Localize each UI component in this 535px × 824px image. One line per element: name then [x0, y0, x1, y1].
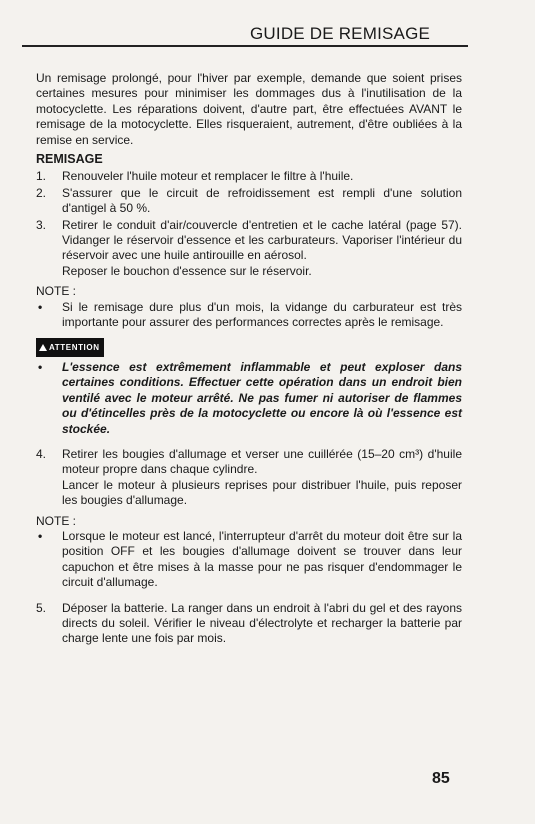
header-rule — [22, 45, 468, 47]
note-text: Lorsque le moteur est lancé, l'interrupteur d'arrêt du moteur doit être sur la position OFF et les bougies d'allumage doivent se trouver dans leur capuchon et être mises à la masse pour ne pas risquer d'endommager le circuit d'allumage. — [62, 528, 462, 590]
page-content — [36, 71, 462, 648]
page-number: 85 — [432, 770, 450, 787]
note-text: Si le remisage dure plus d'un mois, la vidange du carburateur est très importante pour assurer des performances correctes après le remisage. — [62, 299, 462, 330]
list-number: 1. — [36, 169, 47, 184]
warning-item — [36, 360, 462, 437]
bullet-icon: • — [38, 299, 43, 314]
section-heading: REMISAGE — [36, 152, 103, 167]
list-item — [36, 601, 462, 647]
list-text: S'assurer que le circuit de refroidissement est rempli d'une solution d'antigel à 50 %. — [62, 185, 462, 216]
list-text: Retirer le conduit d'air/couvercle d'entretien et le cache latéral (page 57). Vidanger le réservoir d'essence et les carburateurs. Vaporiser l'intérieur du réservoir avec une huile antirouille en aérosol. — [62, 217, 462, 263]
note-item — [36, 529, 462, 591]
warning-label: ATTENTION — [49, 342, 100, 352]
list-text: Retirer les bougies d'allumage et verser une cuillérée (15–20 cm³) d'huile moteur propre dans chaque cylindre. — [62, 446, 462, 477]
note-item — [36, 300, 462, 331]
note-label: NOTE : — [36, 513, 77, 528]
list-item — [36, 186, 462, 217]
list-number: 3. — [36, 217, 47, 232]
list-body — [62, 447, 462, 509]
list-number: 2. — [36, 185, 47, 200]
page-title: GUIDE DE REMISAGE — [250, 24, 431, 43]
list-number: 4. — [36, 446, 47, 461]
warning-text: L'essence est extrêmement inflammable et peut exploser dans certaines conditions. Effectuer cette opération dans un endroit bien ventilé avec le moteur arrêté. Ne pas fumer ni autoriser de flammes ou d'étincelles près de la motocyclette ou encore là où l'essence est stockée. — [62, 359, 462, 436]
list-item — [36, 169, 462, 184]
list-item — [36, 218, 462, 280]
note-label: NOTE : — [36, 284, 77, 299]
list-item — [36, 447, 462, 509]
warning-triangle-icon — [39, 344, 47, 351]
list-text: Déposer la batterie. La ranger dans un endroit à l'abri du gel et des rayons directs du soleil. Vérifier le niveau d'électrolyte et recharger la batterie par charge lente une fois par mois. — [62, 600, 462, 646]
bullet-icon: • — [38, 528, 43, 543]
list-number: 5. — [36, 600, 47, 615]
intro-paragraph: Un remisage prolongé, pour l'hiver par exemple, demande que soient prises certaines mesures pour minimiser les dommages dus à l'inutilisation de la motocyclette. Les réparations doivent, d'autre part, être effectuées AVANT le remisage de la motocyclette. Elles risqueraient, autrement, d'être oubliées à la remise en service. — [36, 71, 462, 147]
list-text: Renouveler l'huile moteur et remplacer le filtre à l'huile. — [62, 169, 354, 184]
list-text-continued: Lancer le moteur à plusieurs reprises pour distribuer l'huile, puis reposer les bougies d'allumage. — [62, 477, 462, 508]
warning-badge — [36, 338, 104, 357]
list-text-continued: Reposer le bouchon d'essence sur le réservoir. — [62, 263, 312, 278]
bullet-icon: • — [38, 359, 43, 374]
list-body — [62, 218, 462, 280]
